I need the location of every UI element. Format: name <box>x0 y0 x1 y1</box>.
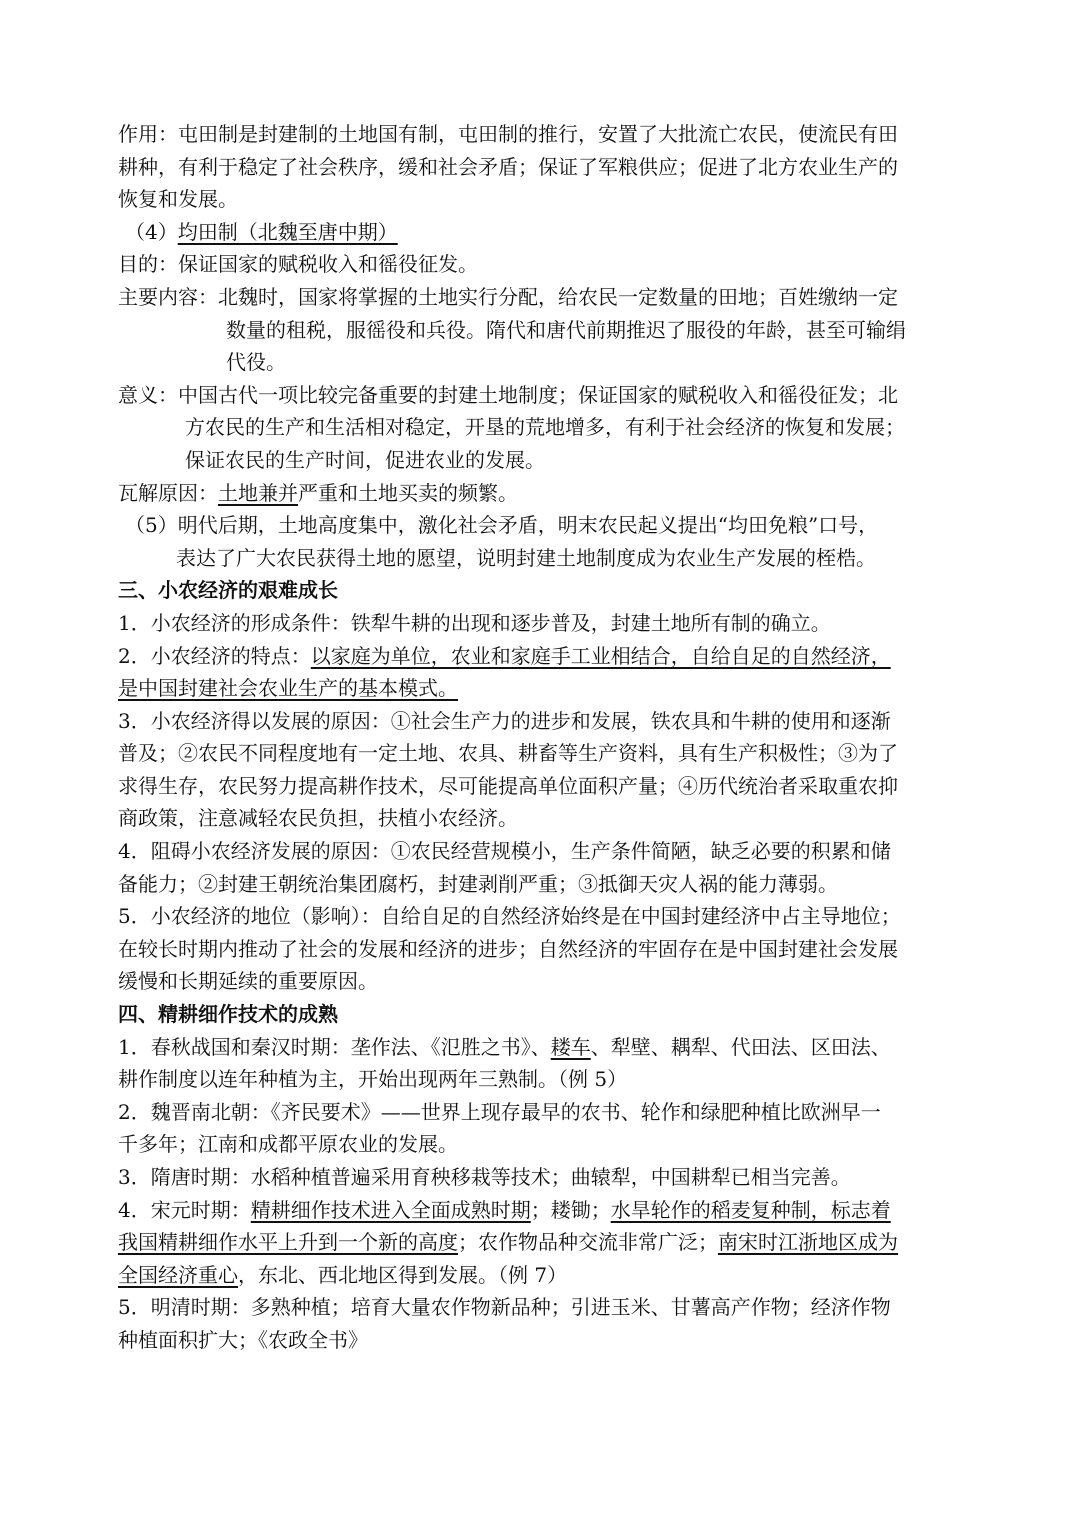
text-line: 5．明清时期：多熟种植；培育大量农作物新品种；引进玉米、甘薯高产作物；经济作物 <box>118 1295 891 1320</box>
section-4-heading <box>118 216 968 249</box>
text-line: 3．小农经济得以发展的原因：①社会生产力的进步和发展，铁农具和牛耕的使用和逐渐 <box>118 708 891 733</box>
text-line: 求得生存，农民努力提高耕作技术，尽可能提高单位面积产量；④历代统治者采取重农抑 <box>118 773 898 798</box>
text-span: ；农作物品种交流非常广泛； <box>458 1230 718 1255</box>
text-span: ；耧锄； <box>530 1197 611 1222</box>
text-line <box>118 1031 968 1064</box>
section-title: 均田制（北魏至唐中期） <box>177 219 398 244</box>
underlined-phrase: 水旱轮作的稻麦复种制，标志着 <box>610 1197 891 1222</box>
text-line: 表达了广大农民获得土地的愿望，说明封建土地制度成为农业生产发展的桎梏。 <box>176 545 876 570</box>
text-line <box>118 1259 968 1292</box>
underlined-phrase: 是中国封建社会农业生产的基本模式。 <box>118 676 458 701</box>
underlined-phrase: 以家庭为单位，农业和家庭手工业相结合，自给自足的自然经济， <box>310 643 891 668</box>
text-line <box>118 1194 968 1227</box>
text-line: 千多年；江南和成都平原农业的发展。 <box>118 1132 458 1157</box>
text-line: 普及；②农民不同程度地有一定土地、农具、耕畜等生产资料，具有生产积极性；③为了 <box>118 741 898 766</box>
underlined-term: 耧车 <box>550 1034 591 1059</box>
text-span: 瓦解原因： <box>118 480 218 505</box>
text-span: 2．小农经济的特点： <box>118 643 311 668</box>
text-span: 1．春秋战国和秦汉时期：垄作法、《氾胜之书》、 <box>118 1034 551 1059</box>
underlined-phrase: 南宋时江浙地区成为 <box>718 1230 898 1255</box>
underlined-phrase: 精耕细作技术进入全面成熟时期 <box>250 1197 531 1222</box>
text-span: ，东北、西北地区得到发展。（例 7） <box>238 1262 568 1287</box>
heading-section-4: 四、精耕细作技术的成熟 <box>118 1002 338 1027</box>
text-line: 保证农民的生产时间，促进农业的发展。 <box>185 447 545 472</box>
underlined-phrase: 全国经济重心 <box>118 1262 238 1287</box>
underlined-term: 土地兼并 <box>218 480 298 505</box>
text-line: 耕作制度以连年种植为主，开始出现两年三熟制。（例 5） <box>118 1067 628 1092</box>
text-line: 主要内容：北魏时，国家将掌握的土地实行分配，给农民一定数量的田地；百姓缴纳一定 <box>118 284 898 309</box>
section-number: （4） <box>125 219 178 244</box>
text-line: 备能力；②封建王朝统治集团腐朽，封建剥削严重；③抵御天灾人祸的能力薄弱。 <box>118 871 838 896</box>
text-line <box>118 640 968 673</box>
text-line: 方农民的生产和生活相对稳定，开垦的荒地增多，有利于社会经济的恢复和发展； <box>185 415 905 440</box>
text-line <box>118 672 968 705</box>
underlined-phrase: 我国精耕细作水平上升到一个新的高度 <box>118 1230 458 1255</box>
text-line: 1．小农经济的形成条件：铁犁牛耕的出现和逐步普及，封建土地所有制的确立。 <box>118 610 831 635</box>
text-line: 5．小农经济的地位（影响）：自给自足的自然经济始终是在中国封建经济中占主导地位； <box>118 904 901 929</box>
text-line: 耕种，有利于稳定了社会秩序，缓和社会矛盾；保证了军粮供应；促进了北方农业生产的 <box>118 154 898 179</box>
text-line: 在较长时期内推动了社会的发展和经济的进步；自然经济的牢固存在是中国封建社会发展 <box>118 936 898 961</box>
text-line: 2．魏晋南北朝：《齐民要术》——世界上现存最早的农书、轮作和绿肥种植比欧洲早一 <box>118 1099 881 1124</box>
text-line <box>118 1226 968 1259</box>
text-span: 严重和土地买卖的频繁。 <box>298 480 518 505</box>
text-line: 4．阻碍小农经济发展的原因：①农民经营规模小，生产条件简陋，缺乏必要的积累和储 <box>118 839 891 864</box>
heading-section-3: 三、小农经济的艰难成长 <box>118 578 338 603</box>
text-span: 、犁壁、耦犁、代田法、区田法、 <box>590 1034 891 1059</box>
text-line: 种植面积扩大；《农政全书》 <box>118 1327 368 1352</box>
text-line: 数量的租税，服徭役和兵役。隋代和唐代前期推迟了服役的年龄，甚至可输绢 <box>226 317 906 342</box>
text-line: 恢复和发展。 <box>118 187 238 212</box>
text-line: （5）明代后期，土地高度集中，激化社会矛盾，明末农民起义提出“均田免粮”口号， <box>125 513 879 538</box>
text-span: 4．宋元时期： <box>118 1197 251 1222</box>
text-line <box>118 477 968 510</box>
text-line: 缓慢和长期延续的重要原因。 <box>118 969 378 994</box>
text-line: 3．隋唐时期：水稻种植普遍采用育秧移栽等技术；曲辕犁，中国耕犁已相当完善。 <box>118 1165 851 1189</box>
text-line: 意义：中国古代一项比较完备重要的封建土地制度；保证国家的赋税收入和徭役征发；北 <box>118 382 898 407</box>
text-line: 商政策，注意减轻农民负担，扶植小农经济。 <box>118 806 518 831</box>
text-line: 代役。 <box>226 350 286 375</box>
text-line: 目的：保证国家的赋税收入和徭役征发。 <box>118 252 478 277</box>
text-line: 作用：屯田制是封建制的土地国有制，屯田制的推行，安置了大批流亡农民，使流民有田 <box>118 122 898 146</box>
document-page <box>118 118 968 1357</box>
